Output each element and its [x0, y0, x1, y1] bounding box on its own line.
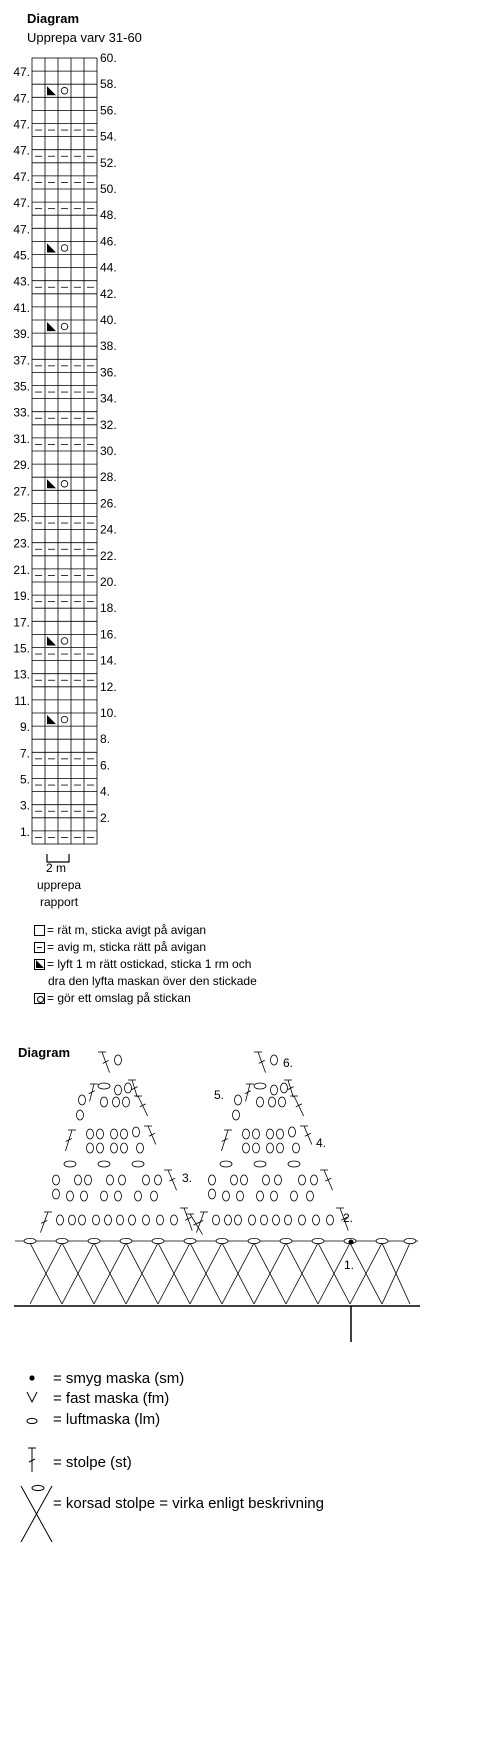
yarn-over-mark	[61, 638, 68, 645]
chain-stitch	[67, 1191, 74, 1201]
chain-stitch	[98, 1161, 110, 1167]
post-stitch	[290, 1096, 304, 1116]
chain-stitch	[216, 1238, 228, 1243]
row-number-left: 17.	[13, 615, 30, 630]
row-number-right: 24.	[100, 522, 117, 537]
chain-stitch	[275, 1175, 282, 1185]
row-number-left: 35.	[13, 379, 30, 394]
row-number-right: 56.	[100, 103, 117, 118]
row-number-left: 3.	[19, 798, 30, 813]
chain-stitch	[107, 1175, 114, 1185]
chain-stitch	[253, 1129, 260, 1139]
chain-stitch	[64, 1161, 76, 1167]
chain-stitch	[271, 1191, 278, 1201]
chain-stitch	[115, 1085, 122, 1095]
chain-stitch	[267, 1129, 274, 1139]
legend2-text: = fast maska (fm)	[53, 1390, 170, 1407]
row-number-left: 47.	[13, 222, 30, 237]
row-label-2: 2.	[343, 1211, 354, 1225]
chain-stitch	[213, 1215, 220, 1225]
stitch-post-icon	[28, 1448, 36, 1472]
decrease-mark	[47, 479, 56, 488]
row-number-left: 29.	[13, 458, 30, 473]
repeat-label-2: rapport	[40, 895, 79, 909]
post-stitch	[164, 1170, 177, 1190]
legend-item-continuation	[48, 975, 257, 987]
chain-stitch	[312, 1238, 324, 1243]
chain-stitch	[299, 1175, 306, 1185]
row-number-right: 4.	[100, 784, 111, 799]
chain-stitch	[249, 1215, 256, 1225]
chain-stitch	[299, 1215, 306, 1225]
chain-stitch	[254, 1161, 266, 1167]
v-icon	[27, 1392, 37, 1402]
row-number-left: 11.	[14, 693, 30, 708]
legend-item	[34, 992, 191, 1004]
row-number-right: 8.	[100, 732, 111, 747]
chain-stitch	[281, 1083, 288, 1093]
row-number-left: 47.	[13, 169, 30, 184]
chain-stitch	[269, 1097, 276, 1107]
crochet-base	[14, 1241, 420, 1342]
chain-stitch	[233, 1110, 240, 1120]
post-stitch	[186, 1214, 203, 1234]
chain-stitch	[271, 1055, 278, 1065]
row-number-left: 43.	[13, 274, 30, 289]
chain-stitch	[376, 1238, 388, 1243]
row-number-right: 58.	[100, 77, 117, 92]
knitting-chart	[13, 50, 160, 870]
chain-stitch	[79, 1215, 86, 1225]
decrease-mark	[47, 86, 56, 95]
crochet-diagram-title: Diagram	[18, 1045, 71, 1060]
row-number-left: 5.	[19, 772, 30, 787]
chain-stitch	[75, 1175, 82, 1185]
chain-stitch	[404, 1238, 416, 1243]
dot-icon	[29, 1375, 34, 1380]
slip-stitch	[349, 1240, 354, 1245]
row-number-left: 47.	[13, 91, 30, 106]
chain-stitch	[97, 1143, 104, 1153]
post-stitch	[98, 1052, 110, 1073]
chain-stitch	[57, 1215, 64, 1225]
chain-stitch	[254, 1083, 266, 1089]
post-stitch	[128, 1080, 138, 1097]
chain-stitch	[117, 1215, 124, 1225]
chain-stitch	[135, 1191, 142, 1201]
chain-stitch	[79, 1095, 86, 1105]
row-label-3: 3.	[182, 1171, 193, 1185]
chain-stitch	[155, 1175, 162, 1185]
post-stitch	[320, 1170, 333, 1190]
row-number-left: 9.	[19, 720, 30, 735]
chain-stitch	[115, 1191, 122, 1201]
row-number-left: 47.	[13, 65, 30, 80]
post-stitch	[89, 1084, 98, 1101]
chain-stitch	[87, 1129, 94, 1139]
post-stitch	[134, 1096, 148, 1116]
row-label-1: 1.	[344, 1258, 355, 1272]
row-number-right: 22.	[100, 548, 117, 563]
chain-stitch	[132, 1161, 144, 1167]
decrease-mark	[47, 243, 56, 252]
yarn-over-mark	[61, 245, 68, 252]
row-number-left: 39.	[13, 327, 30, 342]
chain-stitch	[291, 1191, 298, 1201]
row-number-left: 47.	[13, 143, 30, 158]
chain-stitch	[231, 1175, 238, 1185]
row-number-right: 48.	[100, 208, 117, 223]
chain-stitch	[69, 1215, 76, 1225]
row-number-left: 37.	[13, 353, 30, 368]
chain-stitch	[277, 1129, 284, 1139]
chain-stitch	[209, 1175, 216, 1185]
chain-stitch	[53, 1189, 60, 1199]
chain-stitch	[111, 1143, 118, 1153]
chain-stitch	[267, 1143, 274, 1153]
legend2-text: = stolpe (st)	[53, 1454, 132, 1471]
post-stitch	[65, 1130, 76, 1151]
chain-stitch	[56, 1238, 68, 1243]
post-stitch	[284, 1080, 294, 1097]
row-number-right: 6.	[100, 758, 111, 773]
chain-stitch	[85, 1175, 92, 1185]
post-stitch	[245, 1084, 254, 1101]
row-number-right: 50.	[100, 182, 117, 196]
row-number-right: 28.	[100, 470, 117, 485]
crochet-chart	[0, 1040, 484, 1360]
chain-stitch	[235, 1095, 242, 1105]
post-stitch	[254, 1052, 266, 1073]
row-number-left: 27.	[13, 484, 30, 499]
diagram-title: Diagram	[27, 11, 80, 26]
diagram-subtitle: Upprepa varv 31-60	[27, 30, 142, 45]
legend2-text: = smyg maska (sm)	[53, 1370, 185, 1387]
decrease-mark	[47, 322, 56, 331]
row-number-left: 47.	[13, 117, 30, 132]
chain-stitch	[263, 1175, 270, 1185]
chart-grid	[32, 58, 97, 844]
chain-stitch	[87, 1143, 94, 1153]
chain-stitch	[171, 1215, 178, 1225]
chain-stitch	[81, 1191, 88, 1201]
chain-stitch	[311, 1175, 318, 1185]
chain-stitch	[257, 1191, 264, 1201]
row-number-right: 18.	[100, 601, 117, 616]
chain-stitch	[253, 1143, 260, 1153]
chain-stitch	[24, 1238, 36, 1243]
chain-stitch	[243, 1129, 250, 1139]
repeat-count-label: 2 m	[46, 861, 67, 875]
chain-stitch	[113, 1097, 120, 1107]
chain-stitch	[125, 1083, 132, 1093]
row-number-right: 40.	[100, 313, 117, 327]
chain-stitch	[307, 1191, 314, 1201]
chain-stitch	[121, 1143, 128, 1153]
chain-stitch	[257, 1097, 264, 1107]
chain-stitch	[121, 1129, 128, 1139]
chain-stitch	[220, 1161, 232, 1167]
decrease-mark	[47, 636, 56, 645]
chain-stitch	[279, 1097, 286, 1107]
row-number-right: 12.	[100, 679, 117, 694]
chain-stitch	[327, 1215, 334, 1225]
chain-stitch	[111, 1129, 118, 1139]
chain-stitch	[53, 1175, 60, 1185]
row-number-left: 33.	[13, 405, 30, 420]
yarn-over-mark	[61, 480, 68, 487]
post-stitch	[300, 1126, 312, 1144]
row-number-left: 19.	[13, 589, 30, 604]
chain-stitch	[237, 1191, 244, 1201]
row-number-left: 23.	[13, 536, 30, 551]
row-number-right: 60.	[100, 51, 117, 65]
row-number-right: 38.	[100, 339, 117, 354]
oval-icon	[27, 1418, 37, 1423]
chain-stitch	[288, 1161, 300, 1167]
chain-stitch	[120, 1238, 132, 1243]
row-number-right: 10.	[100, 706, 117, 720]
chain-stitch	[157, 1215, 164, 1225]
chain-stitch	[241, 1175, 248, 1185]
chain-stitch	[223, 1191, 230, 1201]
chain-stitch	[143, 1215, 150, 1225]
post-stitch	[180, 1208, 192, 1231]
chain-stitch	[243, 1143, 250, 1153]
chain-stitch	[293, 1143, 300, 1153]
chain-stitch	[93, 1215, 100, 1225]
chain-stitch	[143, 1175, 150, 1185]
legend-item	[34, 941, 206, 953]
triangle-square-icon	[34, 959, 45, 970]
row-number-right: 32.	[100, 417, 117, 432]
chain-stitch	[184, 1238, 196, 1243]
chain-stitch	[115, 1055, 122, 1065]
chain-stitch	[98, 1083, 110, 1089]
legend-text: = rät m, sticka avigt på avigan	[47, 923, 207, 937]
row-number-right: 30.	[100, 444, 117, 458]
row-label-4: 4.	[316, 1136, 327, 1150]
legend-item	[34, 924, 206, 936]
chain-stitch	[225, 1215, 232, 1225]
row-number-left: 13.	[13, 667, 30, 682]
chain-stitch	[289, 1127, 296, 1137]
row-number-left: 45.	[13, 248, 30, 263]
post-stitch	[40, 1212, 52, 1233]
chain-stitch	[77, 1110, 84, 1120]
chain-stitch	[129, 1215, 136, 1225]
chain-stitch	[97, 1129, 104, 1139]
row-number-left: 21.	[13, 562, 30, 577]
legend-text: = avig m, sticka rätt på avigan	[47, 940, 207, 954]
chain-stitch	[88, 1238, 100, 1243]
chain-stitch	[313, 1215, 320, 1225]
row-number-right: 26.	[100, 496, 117, 511]
row-number-right: 42.	[100, 286, 117, 301]
chain-stitch	[105, 1215, 112, 1225]
chain-stitch	[152, 1238, 164, 1243]
chain-stitch	[119, 1175, 126, 1185]
dash-square-icon	[34, 942, 45, 953]
legend-text: = lyft 1 m rätt ostickad, sticka 1 rm och	[47, 957, 252, 971]
chain-stitch	[209, 1189, 216, 1199]
legend-text: dra den lyfta maskan över den stickade	[48, 974, 257, 988]
row-number-right: 20.	[100, 575, 117, 589]
yarn-over-mark	[61, 323, 68, 330]
row-number-right: 46.	[100, 234, 117, 249]
chain-stitch	[123, 1097, 130, 1107]
legend-item	[34, 958, 251, 970]
repeat-label-1: upprepa	[37, 878, 82, 892]
row-number-right: 54.	[100, 129, 117, 144]
crossed-post-icon	[21, 1485, 52, 1542]
legend2-text: = korsad stolpe = virka enligt beskrivning	[53, 1495, 324, 1512]
decrease-mark	[47, 715, 56, 724]
row-label-5: 5.	[214, 1088, 225, 1102]
chain-stitch	[248, 1238, 260, 1243]
legend-text: = gör ett omslag på stickan	[47, 991, 191, 1005]
chain-stitch	[271, 1085, 278, 1095]
post-stitch	[221, 1130, 232, 1151]
row-number-right: 34.	[100, 391, 117, 406]
post-stitch	[144, 1126, 156, 1144]
row-number-left: 1.	[19, 824, 30, 839]
chain-stitch	[285, 1215, 292, 1225]
chain-stitch	[273, 1215, 280, 1225]
chain-stitch	[151, 1191, 158, 1201]
row-number-right: 14.	[100, 653, 117, 668]
row-number-right: 2.	[100, 810, 111, 825]
chain-stitch	[137, 1143, 144, 1153]
row-number-right: 52.	[100, 155, 117, 170]
chain-stitch	[133, 1127, 140, 1137]
row-label-6: 6.	[283, 1056, 294, 1070]
row-number-left: 7.	[19, 746, 30, 761]
chain-stitch	[277, 1143, 284, 1153]
row-number-right: 16.	[100, 627, 117, 642]
circle-square-icon	[34, 993, 45, 1004]
row-number-left: 31.	[13, 431, 30, 446]
row-number-left: 25.	[13, 510, 30, 525]
chain-stitch	[101, 1191, 108, 1201]
yarn-over-mark	[61, 716, 68, 723]
chain-stitch	[261, 1215, 268, 1225]
row-number-left: 15.	[13, 641, 30, 656]
row-number-right: 36.	[100, 365, 117, 380]
chain-stitch	[101, 1097, 108, 1107]
row-number-right: 44.	[100, 260, 117, 275]
legend2-text: = luftmaska (lm)	[53, 1411, 161, 1428]
empty-square-icon	[34, 925, 45, 936]
chain-stitch	[280, 1238, 292, 1243]
yarn-over-mark	[61, 87, 68, 94]
chain-stitch	[235, 1215, 242, 1225]
row-number-left: 47.	[13, 196, 30, 211]
row-number-left: 41.	[13, 300, 30, 315]
